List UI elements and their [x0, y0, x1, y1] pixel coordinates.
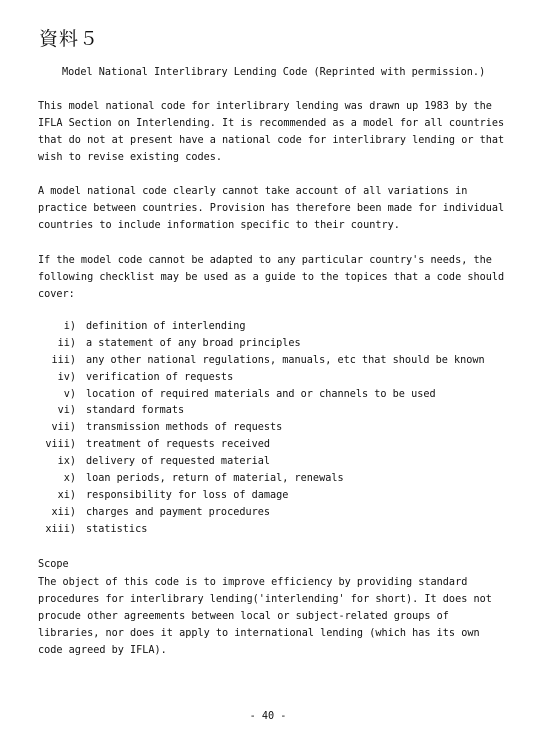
checklist-intro-paragraph: If the model code cannot be adapted to any particular country's needs, the following checklist may be used as a guide to the topices that a code should cover:	[38, 255, 505, 300]
document-heading: 資料５	[39, 28, 100, 50]
list-item-number: iv)	[57, 371, 76, 383]
list-item-number: i)	[63, 321, 76, 332]
list-item-number: v)	[63, 388, 76, 400]
list-item	[0, 505, 536, 522]
list-item-number: xiii)	[45, 523, 76, 535]
list-item-text: statistics	[86, 523, 148, 535]
list-item	[0, 471, 536, 488]
scope-paragraph: The object of this code is to improve efficiency by providing standard procedures for interlibrary lending('interlending' for short). It does not procude other agreements between local or subject-related groups of libraries, nor does it apply to international lending (which has its own code agreed by IFLA).	[38, 577, 492, 656]
list-item-number: ix)	[57, 456, 76, 468]
list-item-text: location of required materials and or channels to be used	[86, 388, 436, 400]
list-item	[0, 336, 536, 353]
list-item-number: vi)	[57, 405, 76, 417]
list-item-number: x)	[63, 473, 76, 485]
list-item-text: any other national regulations, manuals, etc that should be known	[86, 354, 485, 366]
list-item-text: treatment of requests received	[86, 439, 271, 451]
list-item-text: verification of requests	[86, 371, 234, 383]
intro-paragraph: This model national code for interlibrary lending was drawn up 1983 by the IFLA Section on Interlending. It is recommended as a model for all countries that do not at present have a national code for interlibrary lending or that wish to revise existing codes.	[38, 101, 505, 163]
list-item-number: xii)	[51, 506, 76, 518]
list-item-text: delivery of requested material	[86, 456, 271, 468]
list-item-text: standard formats	[86, 405, 185, 417]
topic-checklist	[0, 319, 536, 539]
list-item	[0, 403, 536, 420]
list-item	[0, 387, 536, 404]
list-item	[0, 420, 536, 437]
page-number: - 40 -	[249, 711, 287, 722]
list-item-text: definition of interlending	[86, 321, 246, 332]
document-title: Model National Interlibrary Lending Code (Reprinted with permission.)	[62, 67, 486, 78]
list-item-text: responsibility for loss of damage	[86, 489, 289, 501]
list-item-text: transmission methods of requests	[86, 422, 283, 434]
list-item	[0, 319, 536, 336]
list-item-number: viii)	[45, 439, 76, 451]
list-item	[0, 522, 536, 539]
list-item	[0, 488, 536, 505]
list-item-text: loan periods, return of material, renewals	[86, 473, 344, 485]
scope-heading: Scope	[38, 559, 69, 570]
list-item-number: iii)	[51, 354, 76, 366]
list-item-text: charges and payment procedures	[86, 506, 271, 518]
list-item-text: a statement of any broad principles	[86, 337, 301, 349]
list-item-number: xi)	[57, 489, 76, 501]
list-item	[0, 370, 536, 387]
list-item-number: vii)	[51, 422, 76, 434]
list-item	[0, 454, 536, 471]
list-item	[0, 353, 536, 370]
list-item-number: ii)	[57, 337, 76, 349]
list-item	[0, 437, 536, 454]
variations-paragraph: A model national code clearly cannot take account of all variations in practice between countries. Provision has therefore been made for individual countries to include information specific to their country.	[38, 186, 505, 231]
